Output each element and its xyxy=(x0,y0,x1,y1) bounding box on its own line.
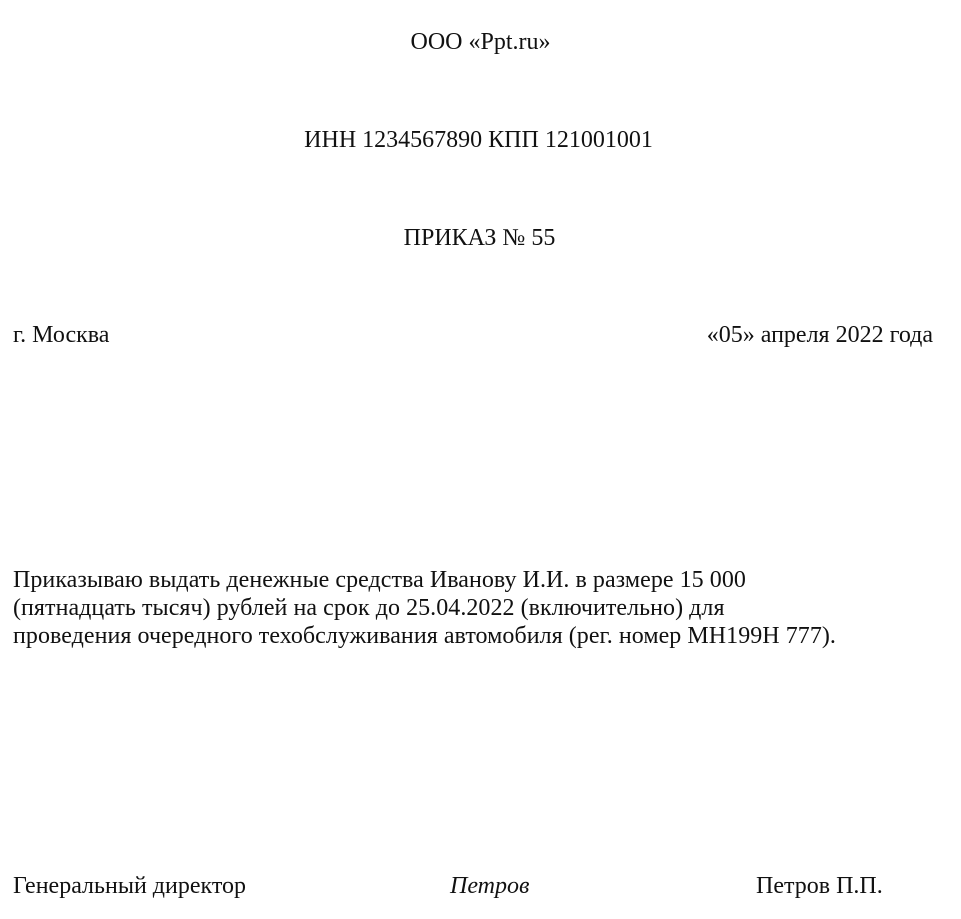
city: г. Москва xyxy=(13,322,110,348)
tax-identifiers: ИНН 1234567890 КПП 121001001 xyxy=(304,127,653,153)
organization-name: ООО «Ppt.ru» xyxy=(410,29,551,55)
order-body-line-3: проведения очередного техобслуживания автомобиля (рег. номер МН199Н 777). xyxy=(13,623,836,649)
signatory-name: Петров П.П. xyxy=(756,873,883,899)
order-date: «05» апреля 2022 года xyxy=(706,322,933,348)
order-body-line-2: (пятнадцать тысяч) рублей на срок до 25.04.2022 (включительно) для xyxy=(13,595,725,621)
signature: Петров xyxy=(450,873,530,899)
order-title: ПРИКАЗ № 55 xyxy=(403,225,556,251)
order-body xyxy=(13,566,953,650)
signatory-position: Генеральный директор xyxy=(13,873,247,899)
order-body-line-1: Приказываю выдать денежные средства Иванову И.И. в размере 15 000 xyxy=(13,567,746,593)
